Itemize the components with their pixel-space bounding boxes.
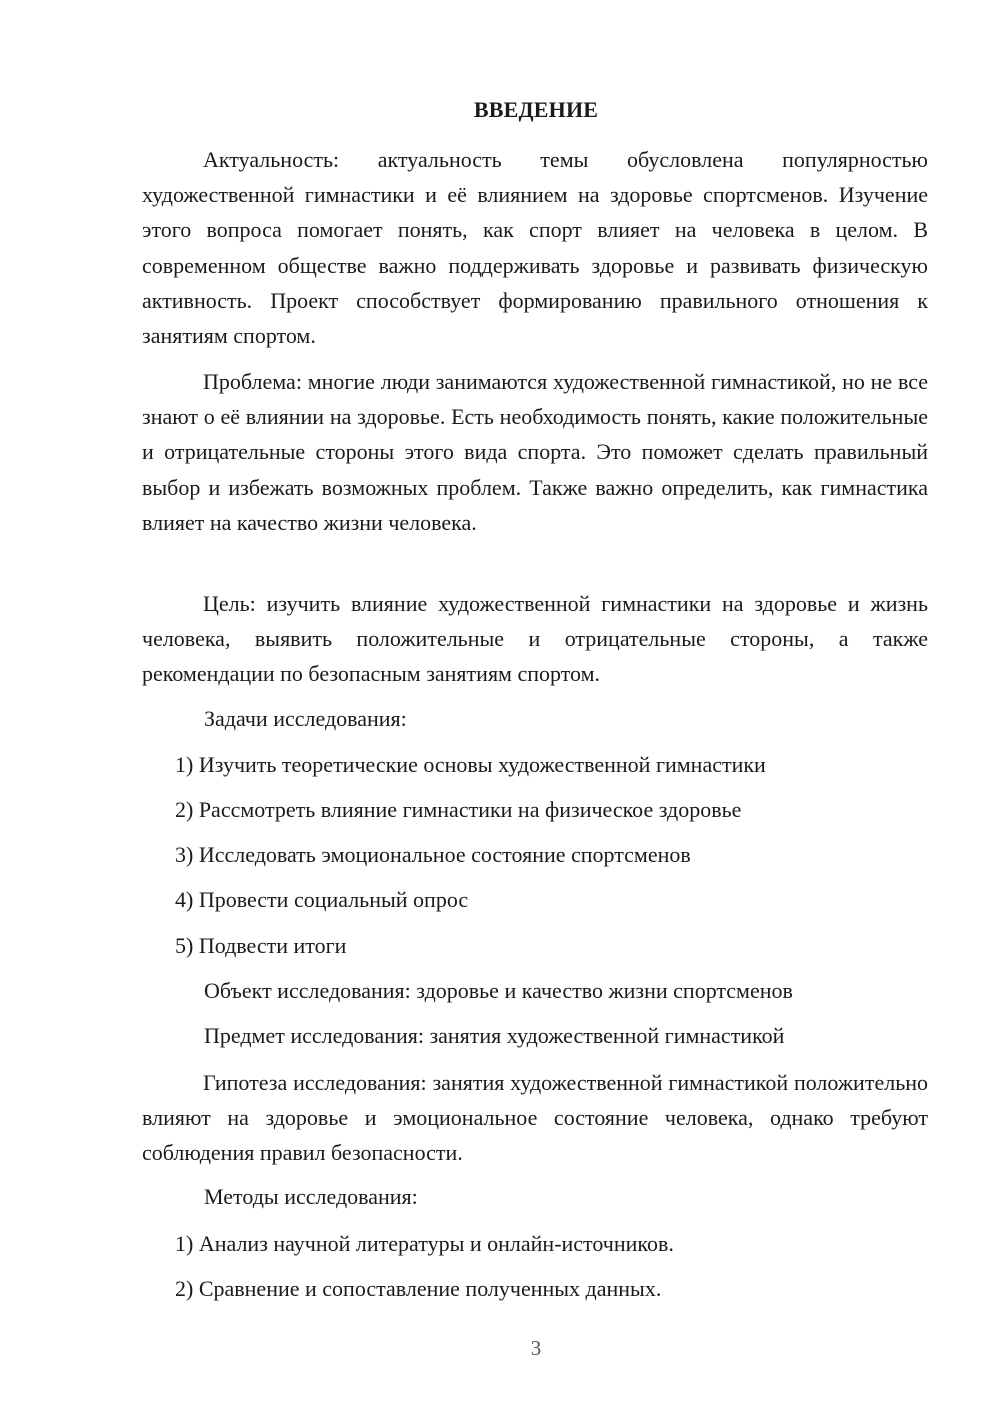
page-number: 3 (530, 1336, 542, 1360)
task-item-1: 1) Изучить теоретические основы художественной гимнастики (175, 752, 766, 777)
tasks-heading: Задачи исследования: (204, 706, 407, 731)
task-item-5: 5) Подвести итоги (175, 933, 347, 958)
research-object: Объект исследования: здоровье и качество жизни спортсменов (204, 978, 793, 1003)
page-title: ВВЕДЕНИЕ (473, 97, 599, 122)
method-item-1: 1) Анализ научной литературы и онлайн-источников. (175, 1231, 674, 1256)
paragraph-goal: Цель: изучить влияние художественной гимнастики на здоровье и жизнь человека, выявить положительные и отрицательные стороны, а также рекомендации по безопасным занятиям спортом. (142, 591, 928, 687)
paragraph-problem: Проблема: многие люди занимаются художественной гимнастикой, но не все знают о её влиянии на здоровье. Есть необходимость понять, какие положительные и отрицательные стороны этого вида спорта. Это поможет сделать правильный выбор и избежать возможных проблем. Также важно определить, как гимнастика влияет на качество жизни человека. (142, 369, 928, 535)
methods-heading: Методы исследования: (204, 1184, 418, 1209)
paragraph-relevance: Актуальность: актуальность темы обусловлена популярностью художественной гимнастики и её влиянием на здоровье спортсменов. Изучение этого вопроса помогает понять, как спорт влияет на человека в целом. В современном обществе важно поддерживать здоровье и развивать физическую активность. Проект способствует формированию правильного отношения к занятиям спортом. (142, 147, 928, 349)
research-subject: Предмет исследования: занятия художественной гимнастикой (204, 1023, 785, 1048)
method-item-2: 2) Сравнение и сопоставление полученных данных. (175, 1276, 662, 1301)
paragraph-hypothesis: Гипотеза исследования: занятия художественной гимнастикой положительно влияют на здоровье и эмоциональное состояние человека, однако требуют соблюдения правил безопасности. (142, 1070, 928, 1166)
task-item-2: 2) Рассмотреть влияние гимнастики на физическое здоровье (175, 797, 742, 822)
task-item-4: 4) Провести социальный опрос (175, 887, 469, 912)
task-item-3: 3) Исследовать эмоциональное состояние спортсменов (175, 842, 691, 867)
